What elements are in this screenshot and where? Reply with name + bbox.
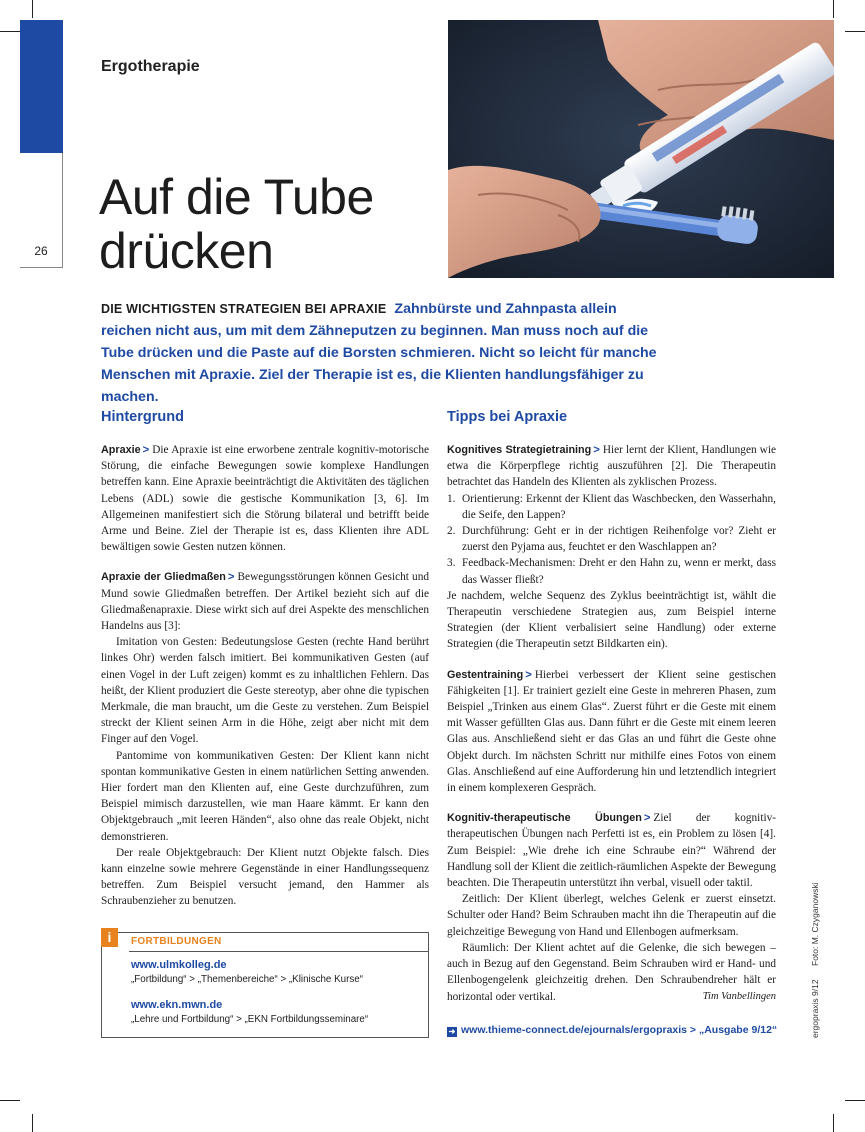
runin-gestentraining: Gestentraining xyxy=(447,668,524,681)
info-box-title: FORTBILDUNGEN xyxy=(131,936,222,947)
paragraph-raeumlich xyxy=(447,940,776,1005)
headline-line-2: drücken xyxy=(99,223,274,279)
arrow-icon: > xyxy=(142,444,150,456)
paragraph-strategien: Je nachdem, welche Sequenz des Zyklus beeinträchtigt ist, wählt die Therapeutin verschiedene Strategien aus, zum Beispiel interne Strategien (der Klient verbalisiert seine Handlung) oder externe Strategien (die Therapeutin setzt Bildkarten ein). xyxy=(447,589,776,651)
page-number: 26 xyxy=(34,244,48,258)
crop-mark xyxy=(833,1114,834,1132)
list-number: 1. xyxy=(447,492,456,505)
list-item xyxy=(447,523,776,555)
list-text: Orientierung: Erkennt der Klient das Waschbecken, den Wasserhahn, die Seife, den Lappen? xyxy=(462,492,776,521)
paragraph-gliedmassen xyxy=(101,569,429,634)
paragraph-zeitlich: Zeitlich: Der Klient überlegt, welches Gelenk er zuerst einsetzt. Schulter oder Hand? Beim Schrauben macht ihn die Therapeutin auf die gleichzeitige Bewegung von Hand und Ellenbogen aufmerksam. xyxy=(447,893,776,938)
heading-tipps: Tipps bei Apraxie xyxy=(447,409,568,425)
section-label: Ergotherapie xyxy=(101,58,200,75)
crop-mark xyxy=(0,31,20,32)
arrow-icon: > xyxy=(227,571,235,584)
journal-issue: ergopraxis 9/12 xyxy=(810,979,820,1038)
paragraph-pantomime: Pantomime von kommunikativen Gesten: Der Klient kann nicht spontan kommunikative Gesten in einem natürlichen Setting anwenden. Hier fordert man den Klienten auf, eine Geste durchzuführen, zum Beispiel mimisch darzustellen, wie man Haare kämmt. Er kann den Objektgebrauch „mit leeren Händen“, also ohne das reale Objekt, nicht demonstrieren. xyxy=(101,749,429,843)
list-item xyxy=(447,491,776,523)
author-name: Tim Vanbellingen xyxy=(702,990,776,1002)
paragraph-gestentraining xyxy=(447,667,776,797)
paragraph-text: Hier lernt der Klient, Handlungen wie etwa die Körperpflege richtig auszuführen [2]. Die Therapeutin betrachtet das Handeln des Klienten als zyklischen Prozess. xyxy=(447,444,776,489)
arrow-icon: > xyxy=(643,812,651,825)
paragraph-text: Die Apraxie ist eine erworbene zentrale kognitiv-motorische Störung, die einfache Bewegungen sowie komplexe Handlungen betreffen kann. Eine Apraxie beeinträchtigt die Aktivitäten des täglichen Lebens (ADL) sowie die gestische Kommunikation [3, 6]. Im Allgemeinen manifestiert sich die Störung bilateral und betrifft beide Arme und Beine. Ziel der Therapie ist es, dass Klienten ihre ADL bewältigen sowie Gesten nutzen können. xyxy=(101,444,429,554)
link-ekn[interactable]: www.ekn.mwn.de xyxy=(131,999,223,1011)
lead-paragraph xyxy=(101,298,666,408)
info-item-ulmkolleg xyxy=(131,958,363,987)
arrow-right-icon: ➜ xyxy=(448,1027,456,1036)
lead-kicker: DIE WICHTIGSTEN STRATEGIEN BEI APRAXIE xyxy=(101,302,387,316)
crop-mark xyxy=(833,0,834,18)
footer-link[interactable] xyxy=(447,1024,777,1037)
paragraph-apraxie xyxy=(101,442,429,555)
paragraph-text: Räumlich: Der Klient achtet auf die Gelenke, die sich bewegen – auch in Bezug auf den Gegenstand. Beim Schrauben wird er Hand- und Ellenbogengelenk gleichzeitig drehen. Den Schraubendreher hält er horizontal oder vertikal. xyxy=(447,941,776,1003)
steps-list xyxy=(447,491,776,588)
crop-mark xyxy=(0,1100,20,1101)
right-column xyxy=(447,406,776,1005)
toothbrush-toothpaste-photo xyxy=(448,20,834,278)
footer-link-text[interactable]: www.thieme-connect.de/ejournals/ergopraxis > „Ausgabe 9/12“ xyxy=(461,1024,778,1036)
list-number: 3. xyxy=(447,557,456,570)
section-color-bar xyxy=(20,20,63,153)
info-item-ekn xyxy=(131,998,368,1027)
paragraph-text: Bewegungsstörungen können Gesicht und Mund sowie Gliedmaßen betreffen. Der Artikel bezieht sich auf die Gliedmaßenapraxie. Diese wirkt sich auf drei Aspekte des menschlichen Handelns aus [3]: xyxy=(101,571,429,633)
crop-mark xyxy=(845,1100,865,1101)
headline-line-1: Auf die Tube xyxy=(99,169,374,225)
left-column xyxy=(101,406,429,910)
arrow-icon: > xyxy=(593,444,600,456)
info-icon: i xyxy=(101,928,118,947)
heading-hintergrund: Hintergrund xyxy=(101,409,184,425)
arrow-icon: > xyxy=(525,668,532,681)
page-number-rule xyxy=(20,267,63,268)
paragraph-imitation: Imitation von Gesten: Bedeutungslose Gesten (rechte Hand berührt linkes Ohr) werden falsch imitiert. Bei kommunikativen Gesten (auf einen Vogel in der Luft zeigen) kommt es zu inhaltlichen Fehlern. Das heißt, der Klient produziert die Geste stereotyp, aber ohne die typischen Merkmale, die man braucht, um die Geste zu verstehen. Zum Beispiel streckt der Klient seinen Arm in die Höhe, zeigt aber nicht mit dem Finger auf den Vogel. xyxy=(101,636,429,746)
runin-gliedmassen: Apraxie der Gliedmaßen xyxy=(101,571,226,584)
paragraph-objektgebrauch: Der reale Objektgebrauch: Der Klient nutzt Objekte falsch. Dies kann einzelne sowie mehrere Gegenstände in einer Handlungssequenz betreffen. Zum Beispiel versucht jemand, den Hammer als Schraubenzieher zu benutzen. xyxy=(101,846,429,908)
paragraph-strategietraining xyxy=(447,442,776,491)
paragraph-text: Ziel der kognitiv-therapeutischen Übungen nach Perfetti ist es, ein Problem zu lösen [4]. Zum Beispiel: „Wie drehe ich eine Schraube ein?“ Während der Handlung soll der Klient die zeitlich-räumlichen Aspekte der Bewegung beachten. Die Therapeutin unterstützt ihn verbal, visuell oder taktil. xyxy=(447,812,777,890)
path-ekn: „Lehre und Fortbildung“ > „EKN Fortbildungsseminare“ xyxy=(131,1014,369,1025)
runin-apraxie: Apraxie xyxy=(101,444,141,456)
paragraph-uebungen xyxy=(447,810,776,891)
photo-credit: Foto: M. Czyganowski xyxy=(810,882,820,966)
link-ulmkolleg[interactable]: www.ulmkolleg.de xyxy=(131,959,227,971)
headline xyxy=(99,170,374,278)
paragraph-text: Hierbei verbessert der Klient seine gestischen Fähigkeiten [1]. Er trainiert gezielt eine Geste in mehreren Phasen, zum Beispiel „Trinken aus einem Glas“. Zuerst führt er die Geste mit einem mit Wasser gefüllten Glas aus. Dann führt er die Geste mit einem leeren Glas aus. Anschließend sieht er das Glas an und führt die Geste ohne Objekt durch. Im nächsten Schritt nur mithilfe eines Fotos von einem Glas. Anschließend auf eine Aufforderung hin und letztendlich integriert in einem komplexeren Gespräch. xyxy=(447,668,776,795)
sidebar-divider xyxy=(62,153,63,268)
list-text: Feedback-Mechanismen: Dreht er den Hahn zu, wenn er merkt, dass das Wasser fließt? xyxy=(462,557,776,586)
crop-mark xyxy=(32,0,33,18)
runin-strategietraining: Kognitives Strategietraining xyxy=(447,444,592,456)
info-box-rule xyxy=(129,951,429,952)
path-ulmkolleg: „Fortbildung“ > „Themenbereiche“ > „Klinische Kurse“ xyxy=(131,974,363,985)
lead-text: Zahnbürste und Zahnpasta allein reichen nicht aus, um mit dem Zähneputzen zu beginnen. Man muss noch auf die Tube drücken und die Paste auf die Borsten schmieren. Nicht so leicht für manche Menschen mit Apraxie. Ziel der Therapie ist es, die Klienten handlungsfähiger zu machen. xyxy=(101,301,657,405)
list-text: Durchführung: Geht er in der richtigen Reihenfolge vor? Zieht er zuerst den Pyjama aus, feuchtet er den Waschlappen an? xyxy=(462,525,776,554)
runin-uebungen: Kognitiv-therapeutische Übungen xyxy=(447,812,642,825)
list-number: 2. xyxy=(447,525,456,538)
crop-mark xyxy=(32,1114,33,1132)
list-item xyxy=(447,555,776,587)
crop-mark xyxy=(845,31,865,32)
